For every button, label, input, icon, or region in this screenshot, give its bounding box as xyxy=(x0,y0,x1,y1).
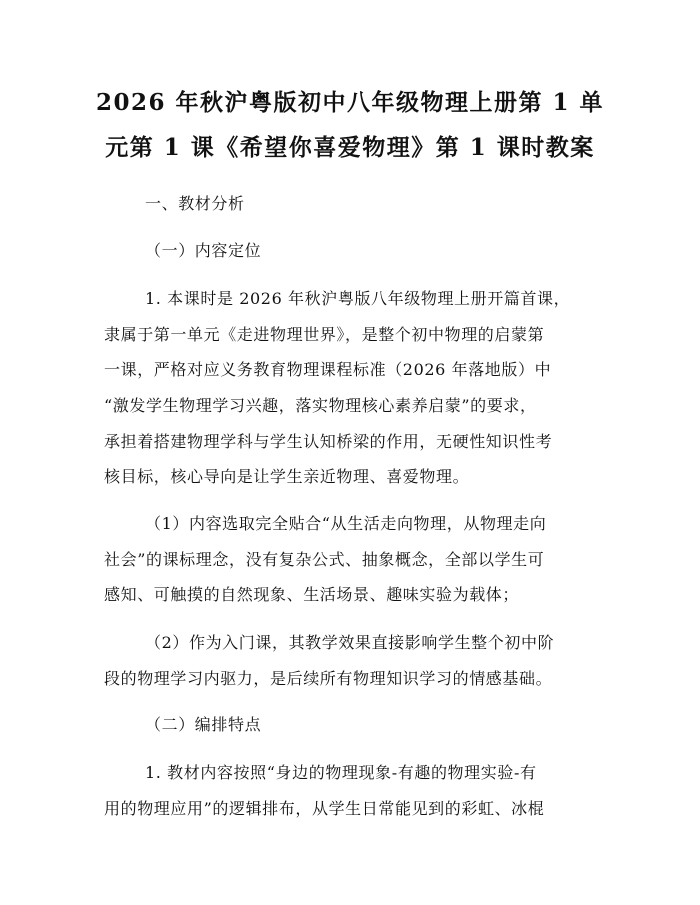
paragraph-4-line-1: 1. 教材内容按照“身边的物理现象-有趣的物理实验-有 xyxy=(145,763,537,782)
paragraph-2-line-2: 社会”的课标理念，没有复杂公式、抽象概念，全部以学生可 xyxy=(104,550,545,569)
paragraph-2-line-1: （1）内容选取完全贴合“从生活走向物理，从物理走向 xyxy=(145,514,547,533)
paragraph-1-line-3: 一课，严格对应义务教育物理课程标准（2026 年落地版）中 xyxy=(104,360,552,379)
document-title-line-1: 2026 年秋沪粤版初中八年级物理上册第 1 单 xyxy=(95,89,605,116)
document-title-line-2: 元第 1 课《希望你喜爱物理》第 1 课时教案 xyxy=(105,134,595,161)
paragraph-1-line-1: 1. 本课时是 2026 年秋沪粤版八年级物理上册开篇首课， xyxy=(145,289,571,308)
paragraph-3-line-1: （2）作为入门课，其教学效果直接影响学生整个初中阶 xyxy=(145,633,555,652)
paragraph-1-line-2: 隶属于第一单元《走进物理世界》，是整个初中物理的启蒙第 xyxy=(104,325,545,344)
section-heading-materials-analysis: 一、教材分析 xyxy=(145,194,245,213)
paragraph-1-line-6: 核目标，核心导向是让学生亲近物理、喜爱物理。 xyxy=(104,467,470,486)
paragraph-3-line-2: 段的物理学习内驱力，是后续所有物理知识学习的情感基础。 xyxy=(104,669,553,688)
paragraph-1-line-4: “激发学生物理学习兴趣，落实物理核心素养启蒙”的要求， xyxy=(104,396,537,415)
paragraph-4-line-2: 用的物理应用”的逻辑排布，从学生日常能见到的彩虹、冰棍 xyxy=(104,799,545,818)
subsection-heading-content-positioning: （一）内容定位 xyxy=(145,241,262,260)
paragraph-2-line-3: 感知、可触摸的自然现象、生活场景、趣味实验为载体； xyxy=(104,585,520,604)
subsection-heading-layout-features: （二）编排特点 xyxy=(145,715,262,734)
paragraph-1-line-5: 承担着搭建物理学科与学生认知桥梁的作用，无硬性知识性考 xyxy=(104,432,553,451)
